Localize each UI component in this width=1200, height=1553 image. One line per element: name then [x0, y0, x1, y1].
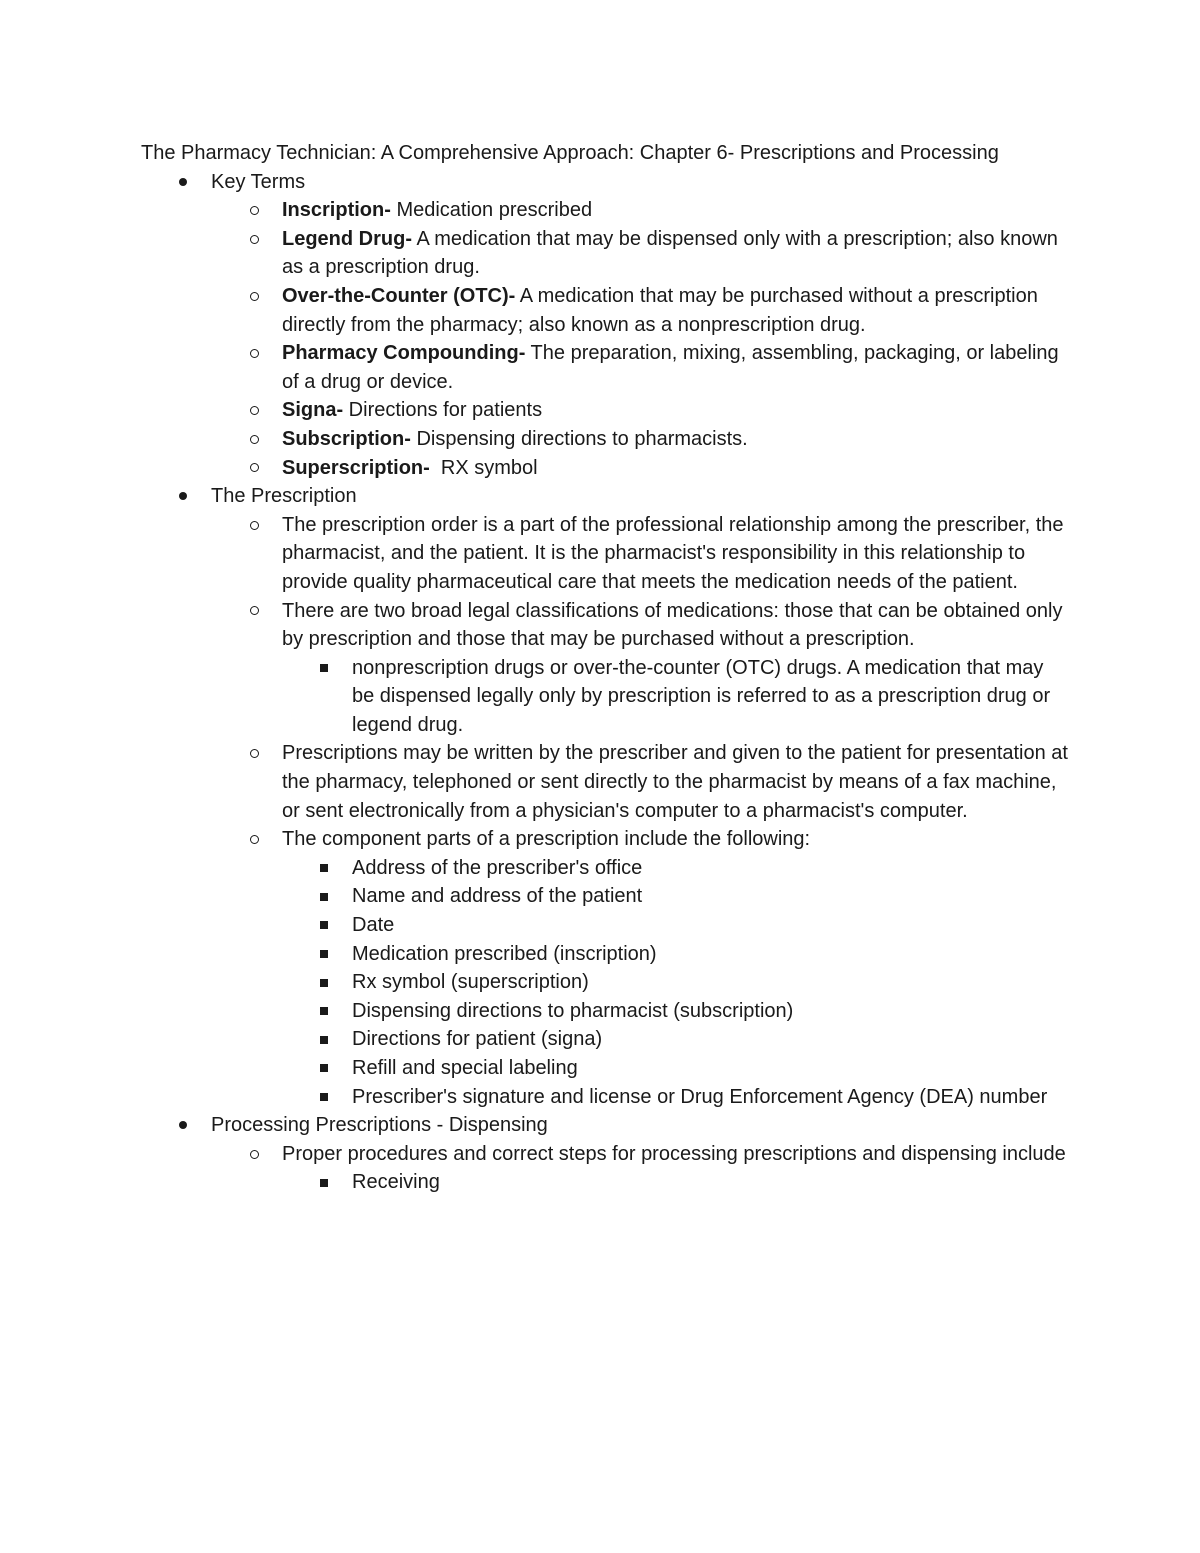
term-name: Over-the-Counter (OTC)-: [282, 284, 516, 307]
circle-bullet-icon: [247, 825, 261, 854]
component-text: Medication prescribed (inscription): [352, 942, 657, 965]
term-definition: Medication prescribed: [390, 199, 593, 222]
square-bullet-icon: [317, 940, 331, 969]
square-bullet-icon: [317, 911, 331, 940]
list-item: [141, 396, 1071, 425]
list-item: [141, 425, 1071, 454]
list-item: [141, 282, 1071, 339]
circle-bullet-icon: [247, 396, 261, 425]
section-heading: Key Terms: [211, 170, 306, 193]
term-definition: The preparation, mixing, assembling, packaging, or labeling of a drug or device.: [282, 342, 1059, 393]
components-group: [141, 854, 1071, 1111]
circle-bullet-icon: [247, 511, 261, 540]
point-text: The prescription order is a part of the professional relationship among the prescriber, the pharmacist, and the patient. It is the pharmacist's responsibility in this relationship to provide quality pharmaceutical care that meets the medication needs of the patient.: [282, 513, 1064, 593]
disc-bullet-icon: [176, 168, 190, 197]
classification-group: [141, 654, 1071, 740]
section-key-terms: [141, 168, 1071, 197]
square-bullet-icon: [317, 1054, 331, 1083]
term-definition: RX symbol: [429, 456, 538, 479]
processing-points-list: [141, 1140, 1071, 1197]
circle-bullet-icon: [247, 225, 261, 254]
list-item: [141, 511, 1071, 597]
circle-bullet-icon: [247, 425, 261, 454]
list-item: [141, 196, 1071, 225]
circle-bullet-icon: [247, 454, 261, 483]
term-definition: A medication that may be dispensed only with a prescription; also known as a prescription drug.: [282, 227, 1058, 279]
section-heading: The Prescription: [211, 485, 357, 508]
component-text: Rx symbol (superscription): [352, 971, 589, 994]
list-item: [141, 597, 1071, 654]
component-text: Refill and special labeling: [352, 1057, 578, 1079]
point-text: There are two broad legal classifications of medications: those that can be obtained only by prescription and those that may be purchased without a prescription.: [282, 599, 1063, 651]
classification-sublist: [141, 654, 1071, 740]
key-terms-group: [141, 196, 1071, 482]
term-name: Subscription-: [282, 427, 411, 450]
circle-bullet-icon: [247, 597, 261, 626]
term-name: Signa-: [282, 399, 344, 422]
list-item: [141, 1168, 1071, 1197]
section-the-prescription: [141, 482, 1071, 511]
square-bullet-icon: [317, 968, 331, 997]
list-item: [141, 654, 1071, 740]
list-item: [141, 454, 1071, 483]
component-text: Directions for patient (signa): [352, 1028, 603, 1051]
list-item: [141, 1083, 1071, 1112]
document-title: The Pharmacy Technician: A Comprehensive Approach: Chapter 6- Prescriptions and Processing: [141, 142, 999, 164]
square-bullet-icon: [317, 1168, 331, 1197]
term-name: Superscription-: [282, 456, 430, 479]
component-text: Prescriber's signature and license or Drug Enforcement Agency (DEA) number: [352, 1085, 1048, 1108]
term-name: Legend Drug-: [282, 227, 412, 250]
circle-bullet-icon: [247, 739, 261, 768]
list-item: [141, 882, 1071, 911]
components-list: [141, 854, 1071, 1111]
circle-bullet-icon: [247, 1140, 261, 1169]
point-text: The component parts of a prescription include the following:: [282, 828, 811, 851]
term-definition: Directions for patients: [343, 399, 543, 422]
square-bullet-icon: [317, 1083, 331, 1112]
list-item: [141, 968, 1071, 997]
component-text: Address of the prescriber's office: [352, 856, 643, 879]
disc-bullet-icon: [176, 482, 190, 511]
square-bullet-icon: [317, 882, 331, 911]
component-text: Name and address of the patient: [352, 885, 643, 908]
disc-bullet-icon: [176, 1111, 190, 1140]
square-bullet-icon: [317, 654, 331, 683]
list-item: [141, 940, 1071, 969]
list-item: [141, 825, 1071, 854]
list-item: [141, 1140, 1071, 1169]
steps-group: [141, 1168, 1071, 1197]
component-text: Date: [352, 914, 395, 937]
term-name: Pharmacy Compounding-: [282, 342, 526, 365]
circle-bullet-icon: [247, 282, 261, 311]
point-text: nonprescription drugs or over-the-counter (OTC) drugs. A medication that may be dispensed legally only by prescription is referred to as a prescription drug or legend drug.: [352, 656, 1051, 736]
list-item: [141, 854, 1071, 883]
list-item: [141, 739, 1071, 825]
steps-list: [141, 1168, 1071, 1197]
term-definition: A medication that may be purchased without a prescription directly from the pharmacy; also known as a nonprescription drug.: [282, 284, 1038, 336]
list-item: [141, 1025, 1071, 1054]
component-text: Dispensing directions to pharmacist (subscription): [352, 999, 794, 1022]
prescription-points-list: [141, 511, 1071, 1111]
point-text: Proper procedures and correct steps for processing prescriptions and dispensing include: [282, 1142, 1066, 1165]
list-item: [141, 339, 1071, 396]
prescription-group: [141, 511, 1071, 1111]
term-definition: Dispensing directions to pharmacists.: [410, 427, 748, 450]
step-text: Receiving: [352, 1171, 440, 1194]
square-bullet-icon: [317, 854, 331, 883]
key-terms-list: [141, 196, 1071, 482]
list-item: [141, 911, 1071, 940]
main-outline: [141, 168, 1071, 1197]
document-page: [141, 139, 1071, 1197]
list-item: [141, 997, 1071, 1026]
square-bullet-icon: [317, 997, 331, 1026]
processing-group: [141, 1140, 1071, 1197]
circle-bullet-icon: [247, 339, 261, 368]
section-heading: Processing Prescriptions - Dispensing: [211, 1114, 548, 1137]
section-processing-prescriptions: [141, 1111, 1071, 1140]
point-text: Prescriptions may be written by the prescriber and given to the patient for presentation at the pharmacy, telephoned or sent directly to the pharmacist by means of a fax machine, or sent electronically from a physician's computer to a pharmacist's computer.: [282, 742, 1068, 822]
list-item: [141, 225, 1071, 282]
square-bullet-icon: [317, 1025, 331, 1054]
term-name: Inscription-: [282, 199, 391, 222]
circle-bullet-icon: [247, 196, 261, 225]
list-item: [141, 1054, 1071, 1083]
